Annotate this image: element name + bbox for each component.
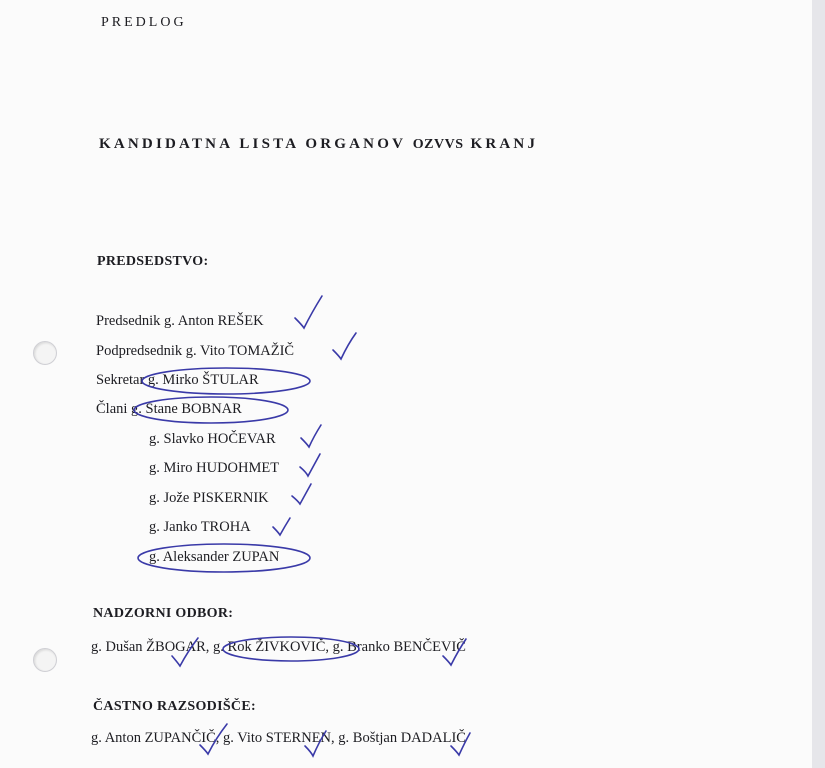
title-org: OZVVS [412,137,464,152]
scanner-edge [812,0,825,768]
secretary-line: Sekretar g. Mirko ŠTULAR [96,372,259,388]
members-line: Člani g. Stane BOBNAR [96,401,242,417]
document-title [99,136,538,153]
member-line: g. Jože PISKERNIK [149,490,269,506]
member-line: g. Janko TROHA [149,519,251,535]
president-line: Predsednik g. Anton REŠEK [96,313,264,329]
title-city: KRANJ [470,136,539,152]
title-main: KANDIDATNA LISTA ORGANOV [99,136,406,152]
member-line: g. Miro HUDOHMET [149,460,280,476]
supervisory-heading: NADZORNI ODBOR: [93,606,234,621]
supervisory-line: g. Dušan ŽBOGAR, g. Rok ŽIVKOVIČ, g. Branko BENČEVIČ [91,639,466,655]
header-label: PREDLOG [101,15,187,30]
punch-hole [33,648,57,672]
honor-heading: ČASTNO RAZSODIŠČE: [93,699,256,714]
member-line: g. Aleksander ZUPAN [149,549,280,565]
punch-hole [33,341,57,365]
member-line: g. Slavko HOČEVAR [149,431,276,447]
honor-line: g. Anton ZUPANČIČ, g. Vito STERNEN, g. Boštjan DADALIČ [91,730,466,746]
vice-president-line: Podpredsednik g. Vito TOMAŽIČ [96,343,295,359]
presidency-heading: PREDSEDSTVO: [97,254,209,269]
